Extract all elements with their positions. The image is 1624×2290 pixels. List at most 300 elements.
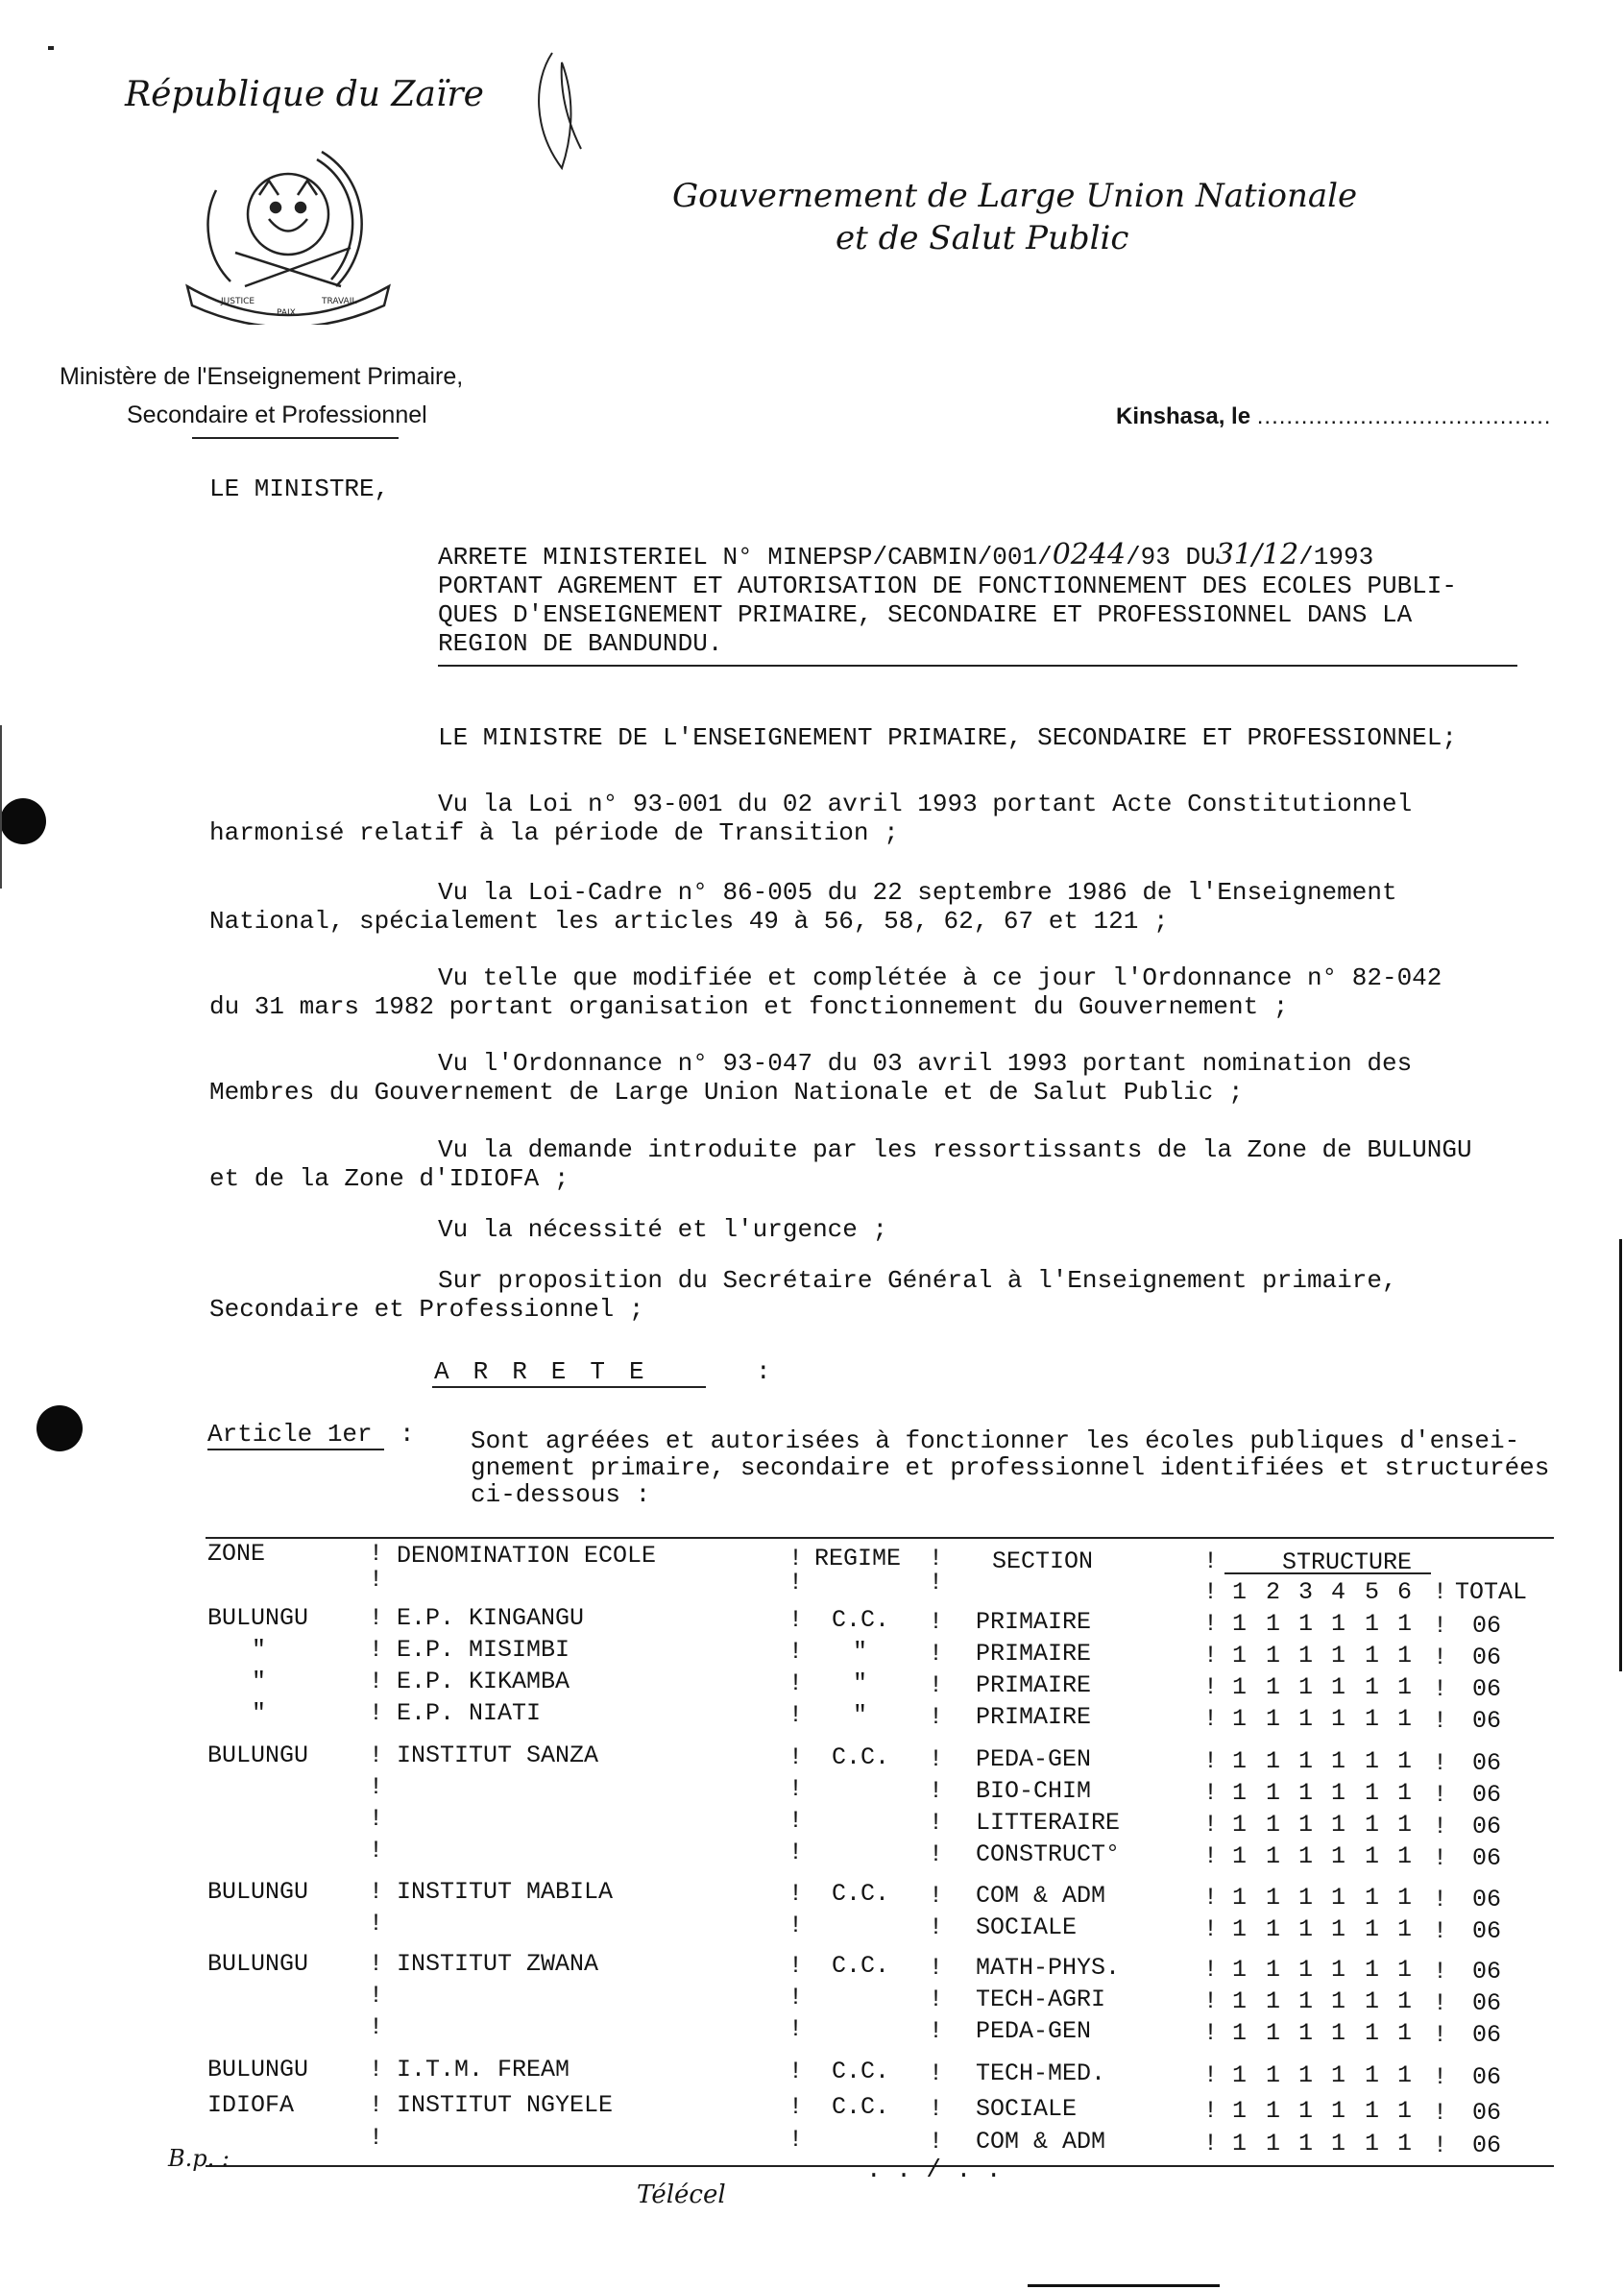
cell-structure-year: 1 [1298, 1779, 1314, 1807]
cell-total: 06 [1472, 1644, 1502, 1671]
column-separator: ! [369, 2124, 384, 2152]
column-separator: ! [929, 2095, 944, 2123]
column-separator: ! [1433, 1886, 1448, 1913]
svg-text:TRAVAIL: TRAVAIL [322, 297, 357, 306]
cell-structure-year: 1 [1397, 1956, 1413, 1984]
cell-structure-year: 1 [1298, 1610, 1314, 1638]
column-separator: ! [788, 1701, 804, 1729]
article-label-underline [207, 1449, 384, 1450]
cell-zone: BULUNGU [207, 1604, 309, 1632]
place-date-line [1116, 403, 1551, 430]
cell-section: SOCIALE [976, 2095, 1078, 2123]
cell-structure-year: 1 [1232, 1842, 1248, 1870]
punch-hole [0, 798, 46, 844]
government-heading-line1: Gouvernement de Large Union Nationale [672, 177, 1358, 215]
cell-structure-year: 1 [1232, 1956, 1248, 1984]
cell-denomination: E.P. KIKAMBA [397, 1668, 570, 1695]
column-separator: ! [1203, 1987, 1219, 2015]
ministry-underline [192, 437, 399, 439]
country-heading: République du Zaïre [125, 75, 484, 114]
column-separator: ! [788, 1984, 804, 2011]
column-separator: ! [788, 1775, 804, 1803]
cell-structure-year: 1 [1397, 1642, 1413, 1669]
cell-structure-year: 1 [1365, 1884, 1380, 1912]
column-separator: ! [1433, 1813, 1448, 1840]
column-separator: ! [929, 1545, 944, 1572]
column-separator: ! [1433, 1958, 1448, 1985]
cell-regime: " [853, 1669, 868, 1697]
cell-structure-year: 1 [1365, 1705, 1380, 1733]
date-blank: ........................................ [1256, 403, 1552, 429]
decree-title-line2: PORTANT AGREMENT ET AUTORISATION DE FONCTIONNEMENT DES ECOLES PUBLI- [438, 572, 1457, 600]
column-separator: ! [1433, 1578, 1448, 1606]
cell-structure-year: 1 [1266, 1811, 1281, 1839]
cell-structure-year: 1 [1365, 1610, 1380, 1638]
cell-section: PRIMAIRE [976, 1703, 1092, 1731]
cell-denomination: E.P. NIATI [397, 1699, 542, 1727]
coat-of-arms-emblem [178, 142, 399, 325]
cell-total: 06 [1472, 1844, 1502, 1872]
column-separator: ! [369, 1699, 384, 1727]
column-separator: ! [788, 1545, 804, 1572]
arrete-heading: ARRETE [434, 1357, 668, 1386]
government-heading-line2: et de Salut Public [836, 219, 1129, 257]
cell-regime: C.C. [832, 1606, 890, 1634]
cell-total: 06 [1472, 1813, 1502, 1840]
cell-structure-year: 1 [1232, 1779, 1248, 1807]
considerant-paragraph: Vu la demande introduite par les ressortissants de la Zone de BULUNGU et de la Zone d'IDIOFA ; [209, 1135, 1472, 1193]
column-separator: ! [788, 1606, 804, 1634]
margin-mark [48, 46, 54, 50]
cell-structure-year: 1 [1331, 1987, 1346, 2015]
cell-structure-year: 1 [1298, 2097, 1314, 2125]
column-separator: ! [929, 1608, 944, 1636]
cell-total: 06 [1472, 1958, 1502, 1985]
cell-section: TECH-MED. [976, 2059, 1106, 2087]
cell-structure-year: 1 [1298, 1747, 1314, 1775]
column-separator: ! [1433, 1644, 1448, 1671]
decree-title [438, 538, 1457, 658]
column-separator: ! [369, 1668, 384, 1695]
ministry-heading [60, 357, 463, 434]
cell-structure-year: 1 [1331, 1673, 1346, 1701]
cell-structure-year: 1 [1397, 1987, 1413, 2015]
column-separator: ! [369, 2056, 384, 2083]
column-separator: ! [929, 1954, 944, 1982]
column-separator: ! [929, 2128, 944, 2156]
cell-structure-year: 1 [1397, 1884, 1413, 1912]
column-separator: ! [1203, 1747, 1219, 1775]
cell-structure-year: 1 [1298, 2019, 1314, 2047]
cell-structure-year: 1 [1232, 1987, 1248, 2015]
cell-structure-year: 1 [1397, 2061, 1413, 2089]
handwritten-initial [523, 43, 600, 178]
cell-structure-year: 1 [1266, 1842, 1281, 1870]
cell-structure-year: 1 [1331, 1842, 1346, 1870]
cell-structure-year: 1 [1298, 1705, 1314, 1733]
salutation: LE MINISTRE, [209, 475, 390, 503]
article-colon: : [400, 1420, 415, 1449]
column-separator: ! [369, 1636, 384, 1664]
column-separator: ! [1203, 2019, 1219, 2047]
column-separator: ! [788, 1880, 804, 1908]
column-separator: ! [1433, 1612, 1448, 1640]
column-separator: ! [788, 1638, 804, 1666]
column-header-zone: ZONE [207, 1540, 266, 1568]
column-header-denomination: DENOMINATION ECOLE [397, 1542, 657, 1570]
column-separator: ! [369, 2013, 384, 2041]
cell-structure-year: 1 [1331, 2019, 1346, 2047]
cell-structure-year: 1 [1266, 1915, 1281, 1943]
cell-structure-year: 1 [1298, 1811, 1314, 1839]
cell-denomination: I.T.M. FREAM [397, 2056, 570, 2083]
cell-structure-year: 1 [1232, 1705, 1248, 1733]
column-separator: ! [1203, 1705, 1219, 1733]
column-separator: ! [1203, 1811, 1219, 1839]
column-separator: ! [369, 1837, 384, 1864]
column-header-regime: REGIME [814, 1545, 902, 1572]
scan-edge-line [1619, 1239, 1622, 1671]
column-separator: ! [929, 1777, 944, 1805]
column-separator: ! [1203, 1547, 1219, 1575]
cell-structure-year: 1 [1397, 2019, 1413, 2047]
handwritten-number: 0244 [1052, 538, 1127, 572]
considerant-paragraph: Sur proposition du Secrétaire Général à l'Enseignement primaire, Secondaire et Professionnel ; [209, 1266, 1397, 1324]
column-separator: ! [1433, 1781, 1448, 1809]
cell-structure-year: 1 [1331, 1811, 1346, 1839]
cell-structure-year: 1 [1397, 1915, 1413, 1943]
column-separator: ! [929, 2017, 944, 2045]
structure-year-header: 6 [1397, 1578, 1413, 1606]
column-separator: ! [788, 2126, 804, 2154]
cell-structure-year: 1 [1331, 1956, 1346, 1984]
cell-zone: IDIOFA [207, 2091, 295, 2119]
cell-structure-year: 1 [1331, 1642, 1346, 1669]
cell-structure-year: 1 [1365, 1915, 1380, 1943]
cell-structure-year: 1 [1397, 2097, 1413, 2125]
column-separator: ! [369, 2091, 384, 2119]
column-header-section: SECTION [992, 1547, 1094, 1575]
punch-hole [36, 1405, 83, 1451]
column-separator: ! [788, 2058, 804, 2085]
column-separator: ! [929, 1985, 944, 2013]
ministry-line2: Secondaire et Professionnel [127, 402, 427, 428]
considerant-paragraph: Vu la Loi-Cadre n° 86-005 du 22 septembre 1986 de l'Enseignement National, spécialement les articles 49 à 56, 58, 62, 67 et 121 ; [209, 878, 1397, 936]
cell-structure-year: 1 [1365, 1779, 1380, 1807]
cell-structure-year: 1 [1266, 1642, 1281, 1669]
decree-title-line4: REGION DE BANDUNDU. [438, 629, 723, 658]
column-separator: ! [1203, 1956, 1219, 1984]
cell-structure-year: 1 [1232, 1610, 1248, 1638]
cell-structure-year: 1 [1232, 1915, 1248, 1943]
decree-title-line3: QUES D'ENSEIGNEMENT PRIMAIRE, SECONDAIRE ET PROFESSIONNEL DANS LA [438, 600, 1413, 629]
column-header-structure: STRUCTURE [1282, 1548, 1413, 1576]
column-separator: ! [1433, 2063, 1448, 2091]
column-separator: ! [1203, 1915, 1219, 1943]
cell-structure-year: 1 [1331, 1610, 1346, 1638]
cell-structure-year: 1 [1266, 1779, 1281, 1807]
cell-regime: C.C. [832, 1880, 890, 1908]
article-label: Article 1er [207, 1420, 373, 1449]
cell-structure-year: 1 [1266, 2061, 1281, 2089]
column-separator: ! [788, 1743, 804, 1771]
cell-structure-year: 1 [1232, 1884, 1248, 1912]
cell-zone: " [252, 1668, 267, 1695]
cell-structure-year: 1 [1232, 1642, 1248, 1669]
cell-structure-year: 1 [1365, 1811, 1380, 1839]
cell-section: PRIMAIRE [976, 1640, 1092, 1668]
column-separator: ! [369, 1910, 384, 1937]
cell-structure-year: 1 [1331, 1705, 1346, 1733]
cell-denomination: E.P. MISIMBI [397, 1636, 570, 1664]
column-separator: ! [929, 1640, 944, 1668]
column-separator: ! [369, 1540, 384, 1568]
page-continuation: . . / . . [866, 2156, 1002, 2184]
column-separator: ! [929, 1840, 944, 1868]
cell-structure-year: 1 [1397, 1705, 1413, 1733]
cell-denomination: INSTITUT ZWANA [397, 1950, 599, 1978]
cell-regime: " [853, 1638, 868, 1666]
cell-total: 06 [1472, 2099, 1502, 2127]
cell-structure-year: 1 [1331, 1884, 1346, 1912]
ministry-line1: Ministère de l'Enseignement Primaire, [60, 363, 464, 390]
column-separator: ! [1433, 2099, 1448, 2127]
government-heading [672, 175, 1358, 259]
column-separator: ! [1433, 2132, 1448, 2159]
cell-total: 06 [1472, 1612, 1502, 1640]
column-separator: ! [1203, 2097, 1219, 2125]
cell-structure-year: 1 [1365, 1842, 1380, 1870]
cell-regime: C.C. [832, 1952, 890, 1980]
cell-section: BIO-CHIM [976, 1777, 1092, 1805]
cell-structure-year: 1 [1331, 1915, 1346, 1943]
cell-section: CONSTRUCT° [976, 1840, 1121, 1868]
decree-title-underline [438, 665, 1517, 667]
cell-structure-year: 1 [1232, 2130, 1248, 2157]
svg-text:JUSTICE: JUSTICE [221, 297, 255, 306]
column-separator: ! [788, 2093, 804, 2121]
cell-total: 06 [1472, 1675, 1502, 1703]
telecel-mark: Télécel [637, 2180, 726, 2209]
considerant-paragraph: Vu la nécessité et l'urgence ; [438, 1215, 888, 1244]
cell-structure-year: 1 [1298, 1842, 1314, 1870]
cell-structure-year: 1 [1266, 1956, 1281, 1984]
cell-total: 06 [1472, 1707, 1502, 1735]
cell-structure-year: 1 [1232, 1747, 1248, 1775]
cell-zone: BULUNGU [207, 1878, 309, 1906]
cell-structure-year: 1 [1397, 1747, 1413, 1775]
cell-structure-year: 1 [1365, 1642, 1380, 1669]
column-separator: ! [929, 1703, 944, 1731]
considerant-paragraph: Vu la Loi n° 93-001 du 02 avril 1993 portant Acte Constitutionnel harmonisé relatif à la période de Transition ; [209, 790, 1413, 847]
bp-mark: B.p. : [168, 2145, 230, 2172]
cell-structure-year: 1 [1266, 1747, 1281, 1775]
structure-year-header: 4 [1331, 1578, 1346, 1606]
column-separator: ! [1203, 1642, 1219, 1669]
cell-section: PRIMAIRE [976, 1608, 1092, 1636]
arrete-underline [432, 1386, 706, 1388]
structure-year-header: 5 [1365, 1578, 1380, 1606]
column-separator: ! [1433, 1844, 1448, 1872]
cell-structure-year: 1 [1266, 1610, 1281, 1638]
column-header-total: TOTAL [1455, 1578, 1528, 1606]
column-separator: ! [1203, 1673, 1219, 1701]
column-separator: ! [1203, 1884, 1219, 1912]
cell-structure-year: 1 [1331, 2097, 1346, 2125]
cell-structure-year: 1 [1266, 1705, 1281, 1733]
cell-denomination: INSTITUT MABILA [397, 1878, 614, 1906]
column-separator: ! [1433, 1707, 1448, 1735]
cell-total: 06 [1472, 2063, 1502, 2091]
column-separator: ! [1203, 2061, 1219, 2089]
cell-structure-year: 1 [1298, 1987, 1314, 2015]
cell-denomination: INSTITUT SANZA [397, 1742, 599, 1769]
column-separator: ! [1433, 1749, 1448, 1777]
column-separator: ! [369, 1566, 384, 1594]
cell-structure-year: 1 [1266, 1884, 1281, 1912]
cell-structure-year: 1 [1365, 2061, 1380, 2089]
cell-section: COM & ADM [976, 1882, 1106, 1910]
cell-zone: BULUNGU [207, 1742, 309, 1769]
cell-structure-year: 1 [1266, 2019, 1281, 2047]
cell-total: 06 [1472, 1917, 1502, 1945]
column-separator: ! [788, 1952, 804, 1980]
column-separator: ! [1433, 2021, 1448, 2049]
column-separator: ! [1433, 1989, 1448, 2017]
cell-section: MATH-PHYS. [976, 1954, 1121, 1982]
cell-structure-year: 1 [1365, 2097, 1380, 2125]
cell-section: PRIMAIRE [976, 1671, 1092, 1699]
cell-structure-year: 1 [1397, 1779, 1413, 1807]
cell-total: 06 [1472, 2132, 1502, 2159]
column-separator: ! [369, 1878, 384, 1906]
cell-structure-year: 1 [1232, 2061, 1248, 2089]
cell-structure-year: 1 [1331, 2130, 1346, 2157]
column-separator: ! [788, 1839, 804, 1866]
column-separator: ! [1203, 2130, 1219, 2157]
column-separator: ! [788, 2015, 804, 2043]
column-separator: ! [929, 1671, 944, 1699]
cell-section: PEDA-GEN [976, 1745, 1092, 1773]
cell-structure-year: 1 [1232, 2097, 1248, 2125]
column-separator: ! [369, 1950, 384, 1978]
column-separator: ! [929, 2059, 944, 2087]
table-top-rule [206, 1537, 1554, 1539]
cell-regime: C.C. [832, 1743, 890, 1771]
cell-zone: " [252, 1636, 267, 1664]
column-separator: ! [788, 1569, 804, 1596]
column-separator: ! [788, 1669, 804, 1697]
place-label: Kinshasa, le [1116, 403, 1251, 429]
column-separator: ! [1433, 1917, 1448, 1945]
cell-zone: BULUNGU [207, 2056, 309, 2083]
cell-structure-year: 1 [1365, 1747, 1380, 1775]
cell-structure-year: 1 [1397, 1673, 1413, 1701]
cell-structure-year: 1 [1397, 1842, 1413, 1870]
cell-structure-year: 1 [1232, 1673, 1248, 1701]
column-separator: ! [929, 1569, 944, 1596]
cell-denomination: E.P. KINGANGU [397, 1604, 585, 1632]
cell-structure-year: 1 [1266, 2130, 1281, 2157]
column-separator: ! [1203, 1779, 1219, 1807]
considerant-paragraph: Vu telle que modifiée et complétée à ce jour l'Ordonnance n° 82-042 du 31 mars 1982 portant organisation et fonctionnement du Gouvernement ; [209, 963, 1442, 1021]
cell-section: SOCIALE [976, 1913, 1078, 1941]
structure-year-header: 1 [1232, 1578, 1248, 1606]
cell-structure-year: 1 [1298, 1642, 1314, 1669]
cell-zone: " [252, 1699, 267, 1727]
column-separator: ! [1433, 1675, 1448, 1703]
cell-structure-year: 1 [1397, 2130, 1413, 2157]
cell-structure-year: 1 [1232, 1811, 1248, 1839]
decree-title-line1: ARRETE MINISTERIEL N° MINEPSP/CABMIN/001/0244/93 DU31/12/1993 [438, 538, 1374, 572]
cell-structure-year: 1 [1266, 2097, 1281, 2125]
cell-structure-year: 1 [1365, 2019, 1380, 2047]
column-separator: ! [929, 1745, 944, 1773]
cell-total: 06 [1472, 1886, 1502, 1913]
cell-structure-year: 1 [1232, 2019, 1248, 2047]
arrete-colon: : [756, 1357, 771, 1386]
column-separator: ! [929, 1809, 944, 1837]
column-separator: ! [788, 1912, 804, 1939]
cell-section: TECH-AGRI [976, 1985, 1106, 2013]
cell-structure-year: 1 [1397, 1811, 1413, 1839]
cell-total: 06 [1472, 2021, 1502, 2049]
column-separator: ! [369, 1805, 384, 1833]
cell-regime: C.C. [832, 2058, 890, 2085]
cell-total: 06 [1472, 1781, 1502, 1809]
column-separator: ! [1203, 1610, 1219, 1638]
cell-total: 06 [1472, 1989, 1502, 2017]
cell-regime: " [853, 1701, 868, 1729]
cell-section: LITTERAIRE [976, 1809, 1121, 1837]
considerant-paragraph: Vu l'Ordonnance n° 93-047 du 03 avril 1993 portant nomination des Membres du Gouvernement de Large Union Nationale et de Salut Public ; [209, 1049, 1413, 1107]
column-separator: ! [929, 1882, 944, 1910]
cell-structure-year: 1 [1266, 1673, 1281, 1701]
cell-structure-year: 1 [1397, 1610, 1413, 1638]
cell-structure-year: 1 [1298, 1956, 1314, 1984]
cell-structure-year: 1 [1331, 1747, 1346, 1775]
cell-structure-year: 1 [1298, 2130, 1314, 2157]
cell-zone: BULUNGU [207, 1950, 309, 1978]
column-separator: ! [1203, 1578, 1219, 1606]
column-separator: ! [929, 1913, 944, 1941]
cell-total: 06 [1472, 1749, 1502, 1777]
article-text: Sont agréées et autorisées à fonctionner les écoles publiques d'ensei- gnement primaire, secondaire et professionnel identifiées et structurées ci-dessous : [471, 1426, 1550, 1509]
cell-denomination: INSTITUT NGYELE [397, 2091, 614, 2119]
column-separator: ! [369, 1982, 384, 2010]
minister-full-title: LE MINISTRE DE L'ENSEIGNEMENT PRIMAIRE, SECONDAIRE ET PROFESSIONNEL; [438, 723, 1457, 752]
cell-structure-year: 1 [1298, 2061, 1314, 2089]
column-separator: ! [369, 1773, 384, 1801]
structure-year-header: 3 [1298, 1578, 1314, 1606]
handwritten-date: 31/12 [1215, 538, 1299, 572]
cell-structure-year: 1 [1298, 1673, 1314, 1701]
cell-structure-year: 1 [1365, 1987, 1380, 2015]
cell-structure-year: 1 [1331, 1779, 1346, 1807]
cell-structure-year: 1 [1365, 2130, 1380, 2157]
column-separator: ! [1203, 1842, 1219, 1870]
scan-edge-line [0, 725, 2, 889]
cell-structure-year: 1 [1365, 1956, 1380, 1984]
cell-structure-year: 1 [1298, 1915, 1314, 1943]
cell-structure-year: 1 [1266, 1987, 1281, 2015]
column-separator: ! [369, 1742, 384, 1769]
svg-text:PAIX: PAIX [277, 308, 296, 318]
column-separator: ! [788, 1807, 804, 1835]
structure-year-header: 2 [1266, 1578, 1281, 1606]
cell-section: PEDA-GEN [976, 2017, 1092, 2045]
cell-structure-year: 1 [1331, 2061, 1346, 2089]
